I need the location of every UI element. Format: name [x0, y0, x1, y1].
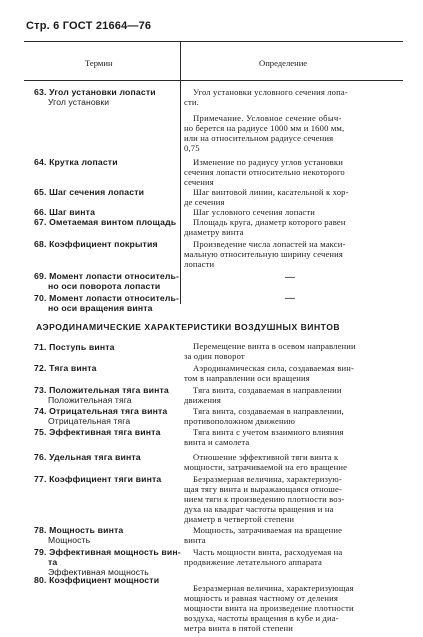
- term-66: 66. Шаг винта: [34, 207, 96, 217]
- def-74-line1: Тяга винта, создаваемая в направлении,: [193, 406, 344, 416]
- term-72: 72. Тяга винта: [34, 363, 97, 373]
- def-78-line1: Мощность, затрачиваемая на вращение: [193, 525, 343, 535]
- term-67: 67. Ометаемая винтом площадь: [34, 217, 177, 227]
- term-71: 71. Поступь винта: [34, 342, 115, 352]
- term-73: 73. Положительная тяга винта: [34, 385, 169, 395]
- def-73-line2: движения: [184, 395, 222, 405]
- term-63: 63. Угол установки лопасти: [34, 87, 156, 97]
- def-76-line2: мощности, затрачиваемой на его вращение: [184, 462, 348, 472]
- term-64: 64. Крутка лопасти: [34, 157, 118, 167]
- def-66-line1: Шаг условного сечения лопасти: [193, 207, 316, 217]
- def-80-line3: мощности винта на произведение плотности: [184, 603, 354, 613]
- column-header-definition: Определение: [259, 58, 308, 68]
- def-72-line2: том в направлении оси вращения: [184, 373, 310, 383]
- term-70-cont: но оси вращения винта: [48, 303, 153, 313]
- def-68-line3: лопасти: [184, 259, 215, 269]
- def-80-line1: Безразмерная величина, характеризующая: [193, 583, 354, 593]
- term-63-short: Угол установки: [48, 97, 110, 107]
- term-79-cont: та: [48, 557, 58, 567]
- def-64-line3: сечения: [184, 177, 214, 187]
- term-79: 79. Эффективная мощность вин-: [34, 547, 181, 557]
- note-line2: но берется на радиусе 1000 мм и 1600 мм,: [184, 123, 345, 133]
- term-79-short: Эффективная мощность: [48, 567, 149, 577]
- def-80-line4: воздуха, частоты вращения в кубе и диа-: [184, 613, 339, 623]
- term-77: 77. Коэффициент тяги винта: [34, 474, 162, 484]
- page-header: Стр. 6 ГОСТ 21664—76: [26, 20, 152, 32]
- def-77-line2: щая тягу винта и выражающаяся отноше-: [184, 484, 343, 494]
- term-78: 78. Мощность винта: [34, 525, 124, 535]
- def-63-line2: сти.: [184, 97, 199, 107]
- def-71-line1: Перемещение винта в осевом направлении: [193, 341, 356, 351]
- term-78-short: Мощность: [48, 535, 91, 545]
- def-77-line4: духа на квадрат частоты вращения и на: [184, 504, 334, 514]
- def-80-line2: мощность и равная частному от деления: [184, 593, 338, 603]
- def-68-line1: Произведение числа лопастей на макси-: [193, 239, 346, 249]
- def-65-line1: Шаг винтовой линии, касательной к хор-: [193, 187, 349, 197]
- column-header-term: Термин: [85, 58, 113, 68]
- table-header-rule: [24, 80, 403, 81]
- term-65: 65. Шаг сечения лопасти: [34, 187, 145, 197]
- def-79-line2: продвижение летательного аппарата: [184, 557, 322, 567]
- note-line1: Примечание. Условное сечение обыч-: [193, 113, 342, 123]
- def-77-line3: нием тяги к произведению плотности воз-: [184, 494, 345, 504]
- note-line4: 0,75: [184, 143, 200, 153]
- def-75-line2: винта и самолета: [184, 437, 250, 447]
- def-74-line2: противоположном движению: [184, 416, 296, 426]
- def-76-line1: Отношение эффективной тяги винта к: [193, 452, 339, 462]
- def-67-line2: диаметру винта: [184, 227, 244, 237]
- def-70-dash: —: [285, 293, 295, 304]
- note-line3: или на относительном радиусе сечения: [184, 133, 334, 143]
- term-76: 76. Удельная тяга винта: [34, 452, 141, 462]
- def-65-line2: де сечения: [184, 197, 225, 207]
- section-title: АЭРОДИНАМИЧЕСКИЕ ХАРАКТЕРИСТИКИ ВОЗДУШНЫХ ВИНТОВ: [36, 322, 341, 332]
- term-69: 69. Момент лопасти относитель-: [34, 271, 180, 281]
- def-72-line1: Аэродинамическая сила, создаваемая вин-: [193, 363, 354, 373]
- def-79-line1: Часть мощности винта, расходуемая на: [193, 547, 343, 557]
- def-71-line2: за один поворот: [184, 351, 245, 361]
- term-70: 70. Момент лопасти относитель-: [34, 293, 180, 303]
- def-75-line1: Тяга винта с учетом взаимного влияния: [193, 427, 344, 437]
- def-78-line2: винта: [184, 535, 206, 545]
- def-68-line2: мальную относительную ширину сечения: [184, 249, 344, 259]
- term-75: 75. Эффективная тяга винта: [34, 427, 161, 437]
- term-69-cont: но оси поворота лопасти: [48, 281, 161, 291]
- def-67-line1: Площадь круга, диаметр которого равен: [193, 217, 346, 227]
- term-74-short: Отрицательная тяга: [48, 416, 131, 426]
- column-divider: [180, 41, 181, 304]
- term-73-short: Положительная тяга: [48, 395, 132, 405]
- def-77-line1: Безразмерная величина, характеризую-: [193, 474, 342, 484]
- term-74: 74. Отрицательная тяга винта: [34, 406, 168, 416]
- table-top-rule: [24, 41, 403, 42]
- def-80-line5: метра винта в пятой степени: [184, 623, 293, 633]
- def-64-line1: Изменение по радиусу углов установки: [193, 157, 343, 167]
- def-73-line1: Тяга винта, создаваемая в направлении: [193, 385, 342, 395]
- def-63-line1: Угол установки условного сечения лопа-: [193, 87, 348, 97]
- def-77-line5: диаметр в четвертой степени: [184, 514, 295, 524]
- def-64-line2: сечения лопасти относительно некоторого: [184, 167, 345, 177]
- term-80: 80. Коэффициент мощности: [34, 575, 160, 585]
- term-68: 68. Коэффициент покрытия: [34, 239, 158, 249]
- def-69-dash: —: [285, 272, 295, 283]
